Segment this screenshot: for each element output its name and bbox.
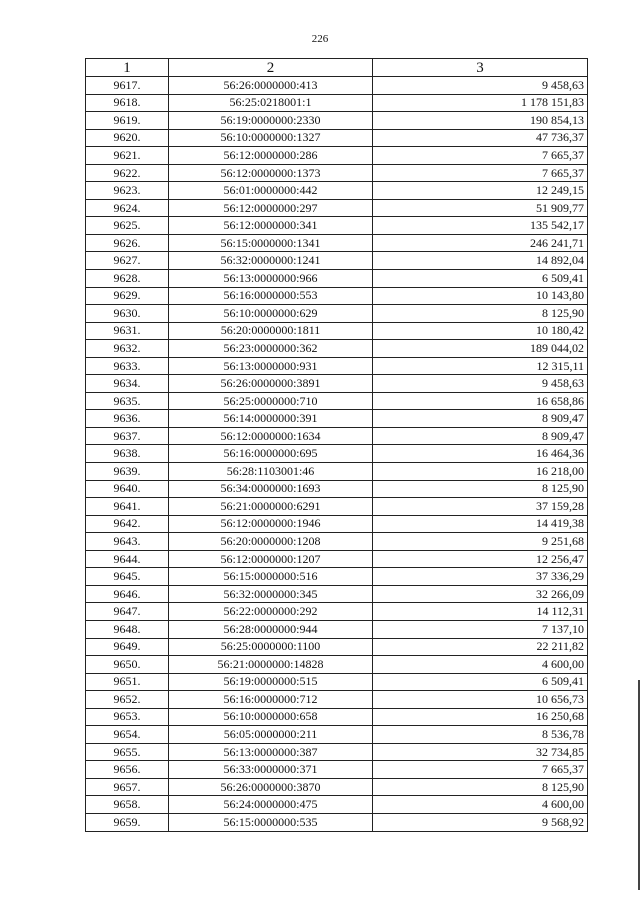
row-number: 9649.	[86, 638, 169, 656]
cadastral-value: 16 658,86	[373, 392, 588, 410]
table-row	[86, 585, 588, 603]
cadastral-number: 56:26:0000000:413	[169, 77, 373, 95]
cadastral-value: 1 178 151,83	[373, 94, 588, 112]
cadastral-value: 190 854,13	[373, 112, 588, 130]
cadastral-number: 56:23:0000000:362	[169, 340, 373, 358]
table-row	[86, 77, 588, 95]
table-row	[86, 550, 588, 568]
cadastral-number: 56:26:0000000:3891	[169, 375, 373, 393]
row-number: 9650.	[86, 656, 169, 674]
table-row	[86, 568, 588, 586]
row-number: 9623.	[86, 182, 169, 200]
row-number: 9639.	[86, 463, 169, 481]
cadastral-value: 10 180,42	[373, 322, 588, 340]
cadastral-value: 37 159,28	[373, 498, 588, 516]
table-row	[86, 445, 588, 463]
row-number: 9641.	[86, 498, 169, 516]
cadastral-value: 7 665,37	[373, 761, 588, 779]
cadastral-number: 56:15:0000000:1341	[169, 234, 373, 252]
row-number: 9626.	[86, 234, 169, 252]
cadastral-value: 8 536,78	[373, 726, 588, 744]
page-number: 226	[311, 33, 329, 45]
cadastral-value: 8 909,47	[373, 410, 588, 428]
table-row	[86, 796, 588, 814]
cadastral-value: 12 249,15	[373, 182, 588, 200]
table-row	[86, 691, 588, 709]
cadastral-number: 56:10:0000000:629	[169, 305, 373, 323]
cadastral-number: 56:20:0000000:1811	[169, 322, 373, 340]
table-row	[86, 305, 588, 323]
cadastral-number: 56:01:0000000:442	[169, 182, 373, 200]
row-number: 9617.	[86, 77, 169, 95]
row-number: 9632.	[86, 340, 169, 358]
cadastral-number: 56:19:0000000:2330	[169, 112, 373, 130]
cadastral-value: 16 218,00	[373, 463, 588, 481]
cadastral-number: 56:13:0000000:387	[169, 743, 373, 761]
table-row	[86, 94, 588, 112]
cadastral-value: 7 665,37	[373, 147, 588, 165]
cadastral-value: 8 125,90	[373, 778, 588, 796]
table-row	[86, 498, 588, 516]
cadastral-number: 56:28:0000000:944	[169, 620, 373, 638]
cadastral-value: 6 509,41	[373, 673, 588, 691]
cadastral-number: 56:05:0000000:211	[169, 726, 373, 744]
row-number: 9656.	[86, 761, 169, 779]
cadastral-number: 56:16:0000000:695	[169, 445, 373, 463]
cadastral-value: 14 892,04	[373, 252, 588, 270]
row-number: 9651.	[86, 673, 169, 691]
cadastral-value: 14 419,38	[373, 515, 588, 533]
row-number: 9657.	[86, 778, 169, 796]
cadastral-value: 10 143,80	[373, 287, 588, 305]
row-number: 9646.	[86, 585, 169, 603]
row-number: 9636.	[86, 410, 169, 428]
cadastral-value: 9 251,68	[373, 533, 588, 551]
row-number: 9643.	[86, 533, 169, 551]
cadastral-value: 14 112,31	[373, 603, 588, 621]
cadastral-number: 56:21:0000000:14828	[169, 656, 373, 674]
cadastral-value: 32 266,09	[373, 585, 588, 603]
row-number: 9653.	[86, 708, 169, 726]
row-number: 9642.	[86, 515, 169, 533]
row-number: 9628.	[86, 270, 169, 288]
cadastral-value: 10 656,73	[373, 691, 588, 709]
table-row	[86, 656, 588, 674]
table-row	[86, 392, 588, 410]
cadastral-value: 8 125,90	[373, 480, 588, 498]
row-number: 9633.	[86, 357, 169, 375]
cadastral-value: 8 909,47	[373, 427, 588, 445]
column-header-1: 1	[86, 59, 169, 77]
cadastral-value: 32 734,85	[373, 743, 588, 761]
table-row	[86, 252, 588, 270]
row-number: 9618.	[86, 94, 169, 112]
cadastral-value: 22 211,82	[373, 638, 588, 656]
table-row	[86, 199, 588, 217]
cadastral-value: 12 315,11	[373, 357, 588, 375]
cadastral-value: 7 137,10	[373, 620, 588, 638]
row-number: 9648.	[86, 620, 169, 638]
cadastral-value: 16 464,36	[373, 445, 588, 463]
cadastral-value: 246 241,71	[373, 234, 588, 252]
cadastral-number: 56:22:0000000:292	[169, 603, 373, 621]
table-row	[86, 603, 588, 621]
row-number: 9631.	[86, 322, 169, 340]
cadastral-value: 8 125,90	[373, 305, 588, 323]
table-row	[86, 217, 588, 235]
cadastral-number: 56:20:0000000:1208	[169, 533, 373, 551]
cadastral-number: 56:13:0000000:966	[169, 270, 373, 288]
cadastral-number: 56:12:0000000:286	[169, 147, 373, 165]
table-row	[86, 270, 588, 288]
table-row	[86, 147, 588, 165]
row-number: 9624.	[86, 199, 169, 217]
row-number: 9621.	[86, 147, 169, 165]
table-row	[86, 761, 588, 779]
table-row	[86, 743, 588, 761]
cadastral-value: 7 665,37	[373, 164, 588, 182]
cadastral-number: 56:25:0000000:710	[169, 392, 373, 410]
row-number: 9659.	[86, 813, 169, 831]
cadastral-number: 56:12:0000000:1373	[169, 164, 373, 182]
cadastral-value: 9 458,63	[373, 375, 588, 393]
table-row	[86, 287, 588, 305]
row-number: 9629.	[86, 287, 169, 305]
row-number: 9634.	[86, 375, 169, 393]
cadastral-number: 56:21:0000000:6291	[169, 498, 373, 516]
row-number: 9635.	[86, 392, 169, 410]
cadastral-value: 16 250,68	[373, 708, 588, 726]
row-number: 9652.	[86, 691, 169, 709]
row-number: 9655.	[86, 743, 169, 761]
table-row	[86, 533, 588, 551]
cadastral-number: 56:12:0000000:1946	[169, 515, 373, 533]
cadastral-number: 56:28:1103001:46	[169, 463, 373, 481]
row-number: 9625.	[86, 217, 169, 235]
cadastral-number: 56:13:0000000:931	[169, 357, 373, 375]
table-row	[86, 410, 588, 428]
cadastral-number: 56:12:0000000:297	[169, 199, 373, 217]
table-row	[86, 778, 588, 796]
cadastral-value: 51 909,77	[373, 199, 588, 217]
cadastral-number: 56:25:0218001:1	[169, 94, 373, 112]
cadastral-number: 56:33:0000000:371	[169, 761, 373, 779]
cadastral-value: 12 256,47	[373, 550, 588, 568]
row-number: 9627.	[86, 252, 169, 270]
cadastral-number: 56:24:0000000:475	[169, 796, 373, 814]
table-row	[86, 182, 588, 200]
cadastral-value: 4 600,00	[373, 796, 588, 814]
cadastral-number: 56:32:0000000:345	[169, 585, 373, 603]
table-row	[86, 620, 588, 638]
cadastral-value: 135 542,17	[373, 217, 588, 235]
cadastral-number: 56:12:0000000:1207	[169, 550, 373, 568]
cadastral-number: 56:26:0000000:3870	[169, 778, 373, 796]
cadastral-value: 9 568,92	[373, 813, 588, 831]
cadastral-number: 56:10:0000000:658	[169, 708, 373, 726]
table-row	[86, 112, 588, 130]
column-header-3: 3	[373, 59, 588, 77]
row-number: 9645.	[86, 568, 169, 586]
table-row	[86, 480, 588, 498]
table-row	[86, 322, 588, 340]
cadastral-value: 6 509,41	[373, 270, 588, 288]
row-number: 9647.	[86, 603, 169, 621]
table-row	[86, 708, 588, 726]
cadastral-number: 56:32:0000000:1241	[169, 252, 373, 270]
table-row	[86, 813, 588, 831]
cadastral-value: 47 736,37	[373, 129, 588, 147]
row-number: 9640.	[86, 480, 169, 498]
cadastral-number: 56:19:0000000:515	[169, 673, 373, 691]
table-row	[86, 357, 588, 375]
table-row	[86, 129, 588, 147]
table-row	[86, 375, 588, 393]
table-body	[86, 77, 588, 832]
header-row	[86, 59, 588, 77]
row-number: 9637.	[86, 427, 169, 445]
table-row	[86, 726, 588, 744]
cadastral-number: 56:16:0000000:712	[169, 691, 373, 709]
cadastral-value: 37 336,29	[373, 568, 588, 586]
cadastral-number: 56:10:0000000:1327	[169, 129, 373, 147]
table-row	[86, 427, 588, 445]
table-row	[86, 638, 588, 656]
cadastral-number: 56:25:0000000:1100	[169, 638, 373, 656]
table-row	[86, 340, 588, 358]
table-row	[86, 673, 588, 691]
cadastral-number: 56:15:0000000:516	[169, 568, 373, 586]
row-number: 9619.	[86, 112, 169, 130]
column-header-2: 2	[169, 59, 373, 77]
row-number: 9658.	[86, 796, 169, 814]
table-row	[86, 515, 588, 533]
row-number: 9622.	[86, 164, 169, 182]
cadastral-number: 56:34:0000000:1693	[169, 480, 373, 498]
table-row	[86, 463, 588, 481]
cadastral-number: 56:12:0000000:1634	[169, 427, 373, 445]
table-row	[86, 234, 588, 252]
cadastral-number: 56:15:0000000:535	[169, 813, 373, 831]
row-number: 9630.	[86, 305, 169, 323]
row-number: 9644.	[86, 550, 169, 568]
row-number: 9654.	[86, 726, 169, 744]
cadastral-value: 9 458,63	[373, 77, 588, 95]
table-row	[86, 164, 588, 182]
cadastral-number: 56:14:0000000:391	[169, 410, 373, 428]
cadastral-value-table	[85, 58, 588, 832]
row-number: 9620.	[86, 129, 169, 147]
cadastral-number: 56:16:0000000:553	[169, 287, 373, 305]
cadastral-value: 4 600,00	[373, 656, 588, 674]
cadastral-number: 56:12:0000000:341	[169, 217, 373, 235]
table-header	[86, 59, 588, 77]
cadastral-value: 189 044,02	[373, 340, 588, 358]
row-number: 9638.	[86, 445, 169, 463]
